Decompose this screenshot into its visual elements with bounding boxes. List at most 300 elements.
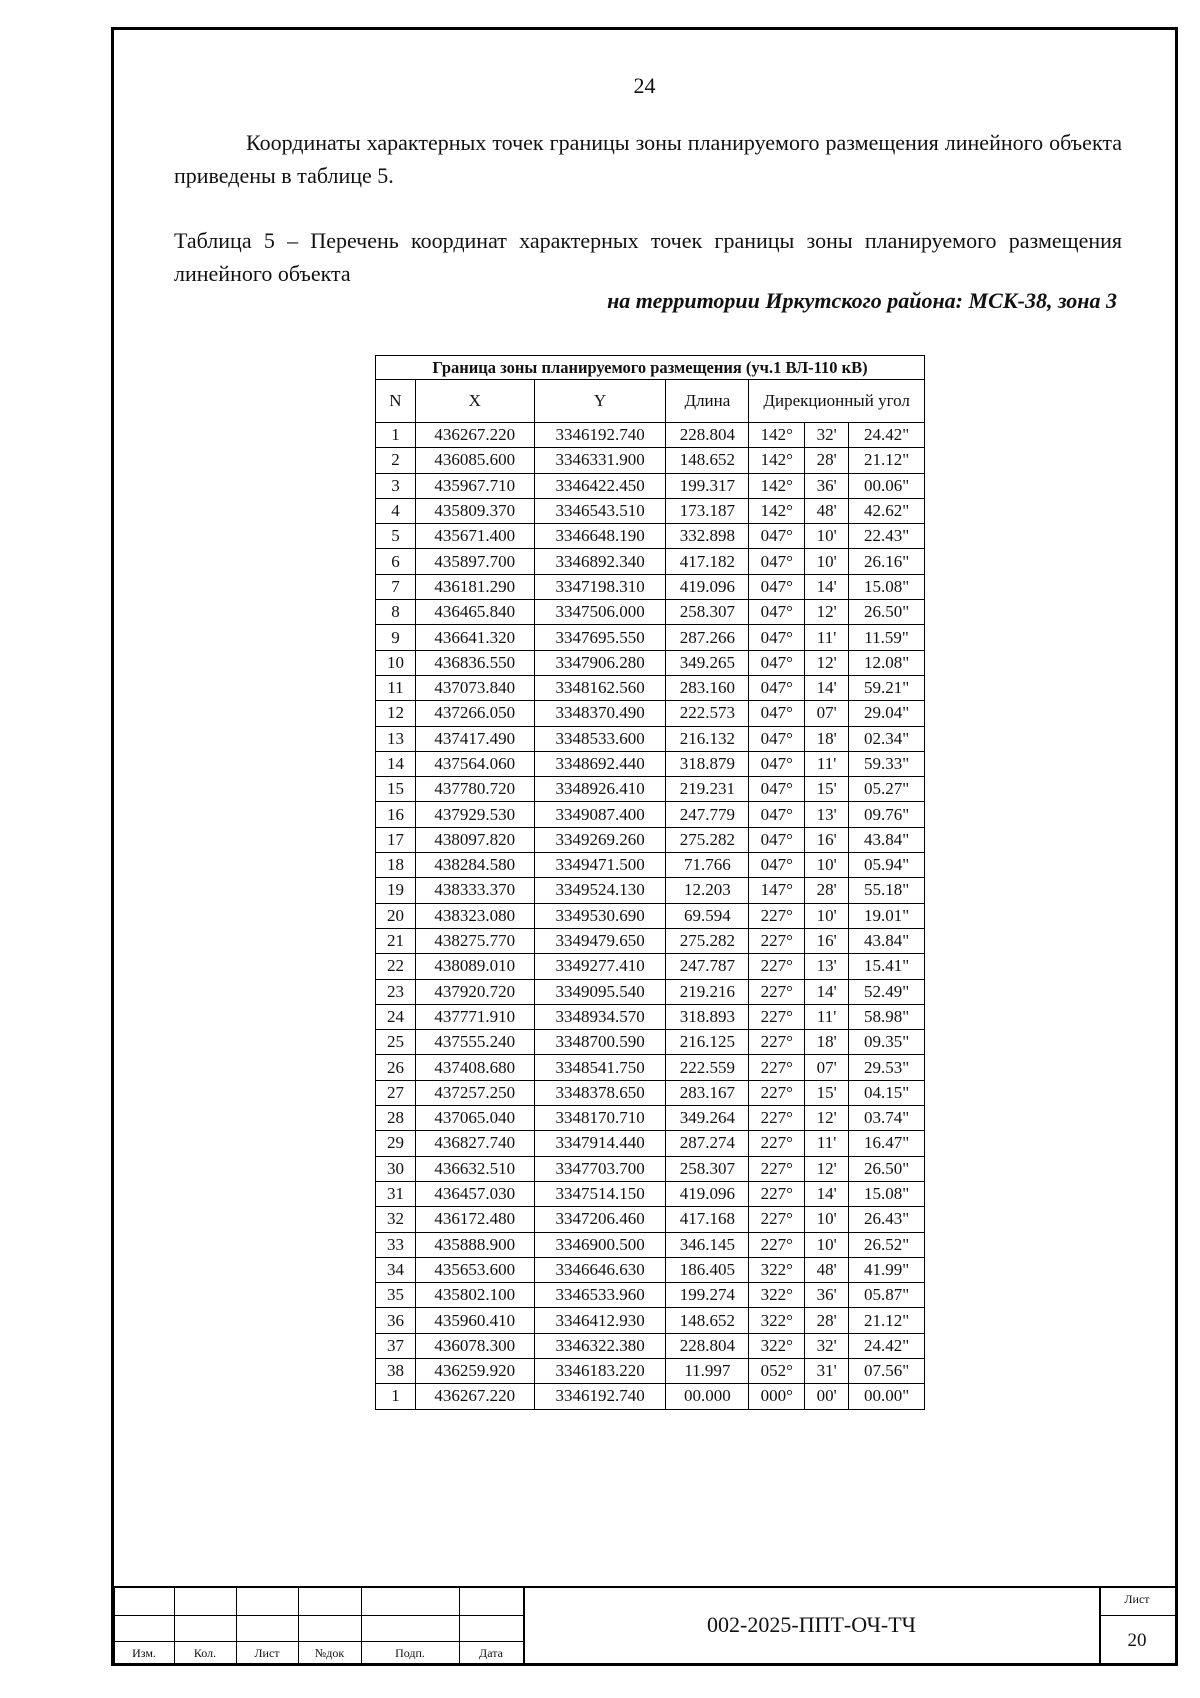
- angle-seconds: 12.08": [849, 650, 925, 675]
- x-coordinate: 437257.250: [415, 1080, 534, 1105]
- angle-minutes: 31': [805, 1358, 849, 1383]
- angle-seconds: 26.43": [849, 1207, 925, 1232]
- angle-minutes: 32': [805, 423, 849, 448]
- angle-minutes: 18': [805, 1030, 849, 1055]
- column-header-n: N: [376, 380, 416, 423]
- table-row: [376, 1106, 925, 1131]
- y-coordinate: 3349095.540: [534, 979, 666, 1004]
- angle-seconds: 43.84": [849, 827, 925, 852]
- x-coordinate: 435897.700: [415, 549, 534, 574]
- length: 228.804: [666, 423, 749, 448]
- x-coordinate: 437073.840: [415, 675, 534, 700]
- y-coordinate: 3348692.440: [534, 751, 666, 776]
- length: 173.187: [666, 498, 749, 523]
- angle-minutes: 10': [805, 1232, 849, 1257]
- angle-seconds: 16.47": [849, 1131, 925, 1156]
- point-number: 18: [376, 853, 416, 878]
- x-coordinate: 436457.030: [415, 1181, 534, 1206]
- angle-seconds: 26.16": [849, 549, 925, 574]
- angle-seconds: 29.04": [849, 701, 925, 726]
- table-row: [376, 701, 925, 726]
- angle-degrees: 227°: [749, 1004, 805, 1029]
- length: 199.274: [666, 1283, 749, 1308]
- length: 222.573: [666, 701, 749, 726]
- table-row: [376, 524, 925, 549]
- column-header-y: Y: [534, 380, 666, 423]
- point-number: 25: [376, 1030, 416, 1055]
- table-row: [376, 549, 925, 574]
- angle-seconds: 07.56": [849, 1358, 925, 1383]
- length: 216.125: [666, 1030, 749, 1055]
- angle-degrees: 227°: [749, 1232, 805, 1257]
- length: 287.266: [666, 625, 749, 650]
- x-coordinate: 438333.370: [415, 878, 534, 903]
- angle-degrees: 047°: [749, 524, 805, 549]
- point-number: 7: [376, 574, 416, 599]
- angle-seconds: 26.50": [849, 1156, 925, 1181]
- table-row: [376, 1156, 925, 1181]
- table-row: [376, 675, 925, 700]
- table-row: [376, 827, 925, 852]
- angle-seconds: 52.49": [849, 979, 925, 1004]
- angle-degrees: 227°: [749, 954, 805, 979]
- angle-minutes: 07': [805, 701, 849, 726]
- length: 283.167: [666, 1080, 749, 1105]
- point-number: 31: [376, 1181, 416, 1206]
- y-coordinate: 3347506.000: [534, 600, 666, 625]
- point-number: 23: [376, 979, 416, 1004]
- angle-seconds: 55.18": [849, 878, 925, 903]
- y-coordinate: 3346192.740: [534, 423, 666, 448]
- angle-seconds: 04.15": [849, 1080, 925, 1105]
- angle-degrees: 227°: [749, 1131, 805, 1156]
- x-coordinate: 438275.770: [415, 928, 534, 953]
- table-row: [376, 1030, 925, 1055]
- point-number: 6: [376, 549, 416, 574]
- angle-degrees: 047°: [749, 650, 805, 675]
- angle-seconds: 43.84": [849, 928, 925, 953]
- angle-degrees: 142°: [749, 498, 805, 523]
- x-coordinate: 436181.290: [415, 574, 534, 599]
- y-coordinate: 3348926.410: [534, 777, 666, 802]
- x-coordinate: 437065.040: [415, 1106, 534, 1131]
- y-coordinate: 3349479.650: [534, 928, 666, 953]
- angle-seconds: 02.34": [849, 726, 925, 751]
- point-number: 28: [376, 1106, 416, 1131]
- point-number: 9: [376, 625, 416, 650]
- x-coordinate: 436267.220: [415, 1384, 534, 1409]
- angle-seconds: 26.50": [849, 600, 925, 625]
- length: 71.766: [666, 853, 749, 878]
- point-number: 12: [376, 701, 416, 726]
- x-coordinate: 437408.680: [415, 1055, 534, 1080]
- angle-degrees: 047°: [749, 827, 805, 852]
- angle-minutes: 07': [805, 1055, 849, 1080]
- x-coordinate: 438097.820: [415, 827, 534, 852]
- coordinates-table: [375, 355, 925, 1410]
- length: 346.145: [666, 1232, 749, 1257]
- angle-degrees: 052°: [749, 1358, 805, 1383]
- document-code: 002-2025-ППТ-ОЧ-ТЧ: [707, 1612, 916, 1637]
- point-number: 5: [376, 524, 416, 549]
- length: 258.307: [666, 600, 749, 625]
- length: 419.096: [666, 574, 749, 599]
- angle-minutes: 11': [805, 751, 849, 776]
- table-row: [376, 1257, 925, 1282]
- angle-minutes: 10': [805, 903, 849, 928]
- angle-seconds: 59.21": [849, 675, 925, 700]
- x-coordinate: 436085.600: [415, 448, 534, 473]
- title-block: [114, 1586, 1175, 1665]
- angle-degrees: 047°: [749, 726, 805, 751]
- point-number: 35: [376, 1283, 416, 1308]
- angle-degrees: 047°: [749, 675, 805, 700]
- angle-seconds: 24.42": [849, 1333, 925, 1358]
- length: 349.265: [666, 650, 749, 675]
- table-row: [376, 726, 925, 751]
- angle-degrees: 047°: [749, 853, 805, 878]
- table-row: [376, 802, 925, 827]
- angle-degrees: 142°: [749, 423, 805, 448]
- angle-degrees: 227°: [749, 1080, 805, 1105]
- x-coordinate: 436827.740: [415, 1131, 534, 1156]
- angle-seconds: 29.53": [849, 1055, 925, 1080]
- angle-degrees: 227°: [749, 1106, 805, 1131]
- angle-seconds: 19.01": [849, 903, 925, 928]
- point-number: 19: [376, 878, 416, 903]
- stamp-label-quantity: Кол.: [193, 1646, 217, 1660]
- point-number: 24: [376, 1004, 416, 1029]
- angle-seconds: 00.00": [849, 1384, 925, 1409]
- x-coordinate: 436259.920: [415, 1358, 534, 1383]
- intro-paragraph: Координаты характерных точек границы зоны планируемого размещения линейного объекта приведены в таблице 5.: [174, 130, 1122, 188]
- angle-minutes: 48': [805, 1257, 849, 1282]
- table-row: [376, 498, 925, 523]
- x-coordinate: 438284.580: [415, 853, 534, 878]
- table-row: [376, 625, 925, 650]
- angle-degrees: 322°: [749, 1283, 805, 1308]
- angle-minutes: 11': [805, 1004, 849, 1029]
- length: 417.168: [666, 1207, 749, 1232]
- angle-minutes: 15': [805, 777, 849, 802]
- x-coordinate: 437555.240: [415, 1030, 534, 1055]
- angle-minutes: 14': [805, 1181, 849, 1206]
- y-coordinate: 3348934.570: [534, 1004, 666, 1029]
- sheet-number: 20: [1127, 1630, 1147, 1651]
- angle-minutes: 11': [805, 1131, 849, 1156]
- angle-degrees: 227°: [749, 979, 805, 1004]
- point-number: 10: [376, 650, 416, 675]
- length: 283.160: [666, 675, 749, 700]
- angle-minutes: 00': [805, 1384, 849, 1409]
- length: 148.652: [666, 448, 749, 473]
- x-coordinate: 437929.530: [415, 802, 534, 827]
- length: 11.997: [666, 1358, 749, 1383]
- y-coordinate: 3349471.500: [534, 853, 666, 878]
- length: 318.879: [666, 751, 749, 776]
- x-coordinate: 438089.010: [415, 954, 534, 979]
- x-coordinate: 437780.720: [415, 777, 534, 802]
- y-coordinate: 3346900.500: [534, 1232, 666, 1257]
- angle-minutes: 28': [805, 448, 849, 473]
- x-coordinate: 436078.300: [415, 1333, 534, 1358]
- point-number: 3: [376, 473, 416, 498]
- x-coordinate: 436172.480: [415, 1207, 534, 1232]
- point-number: 27: [376, 1080, 416, 1105]
- x-coordinate: 435809.370: [415, 498, 534, 523]
- angle-minutes: 12': [805, 1156, 849, 1181]
- angle-minutes: 16': [805, 928, 849, 953]
- angle-minutes: 14': [805, 574, 849, 599]
- y-coordinate: 3348162.560: [534, 675, 666, 700]
- angle-seconds: 15.08": [849, 1181, 925, 1206]
- x-coordinate: 436632.510: [415, 1156, 534, 1181]
- point-number: 14: [376, 751, 416, 776]
- angle-degrees: 142°: [749, 448, 805, 473]
- length: 148.652: [666, 1308, 749, 1333]
- angle-degrees: 047°: [749, 701, 805, 726]
- angle-minutes: 14': [805, 979, 849, 1004]
- point-number: 16: [376, 802, 416, 827]
- angle-seconds: 59.33": [849, 751, 925, 776]
- x-coordinate: 437771.910: [415, 1004, 534, 1029]
- table-row: [376, 1308, 925, 1333]
- table-row: [376, 1055, 925, 1080]
- length: 419.096: [666, 1181, 749, 1206]
- length: 287.274: [666, 1131, 749, 1156]
- angle-seconds: 11.59": [849, 625, 925, 650]
- angle-minutes: 28': [805, 1308, 849, 1333]
- point-number: 32: [376, 1207, 416, 1232]
- angle-minutes: 18': [805, 726, 849, 751]
- point-number: 2: [376, 448, 416, 473]
- angle-seconds: 03.74": [849, 1106, 925, 1131]
- angle-minutes: 10': [805, 549, 849, 574]
- table-row: [376, 1080, 925, 1105]
- angle-seconds: 00.06": [849, 473, 925, 498]
- x-coordinate: 436267.220: [415, 423, 534, 448]
- length: 258.307: [666, 1156, 749, 1181]
- point-number: 20: [376, 903, 416, 928]
- y-coordinate: 3347198.310: [534, 574, 666, 599]
- angle-minutes: 13': [805, 954, 849, 979]
- angle-seconds: 15.08": [849, 574, 925, 599]
- y-coordinate: 3346422.450: [534, 473, 666, 498]
- length: 186.405: [666, 1257, 749, 1282]
- angle-minutes: 10': [805, 1207, 849, 1232]
- angle-degrees: 047°: [749, 549, 805, 574]
- table-row: [376, 954, 925, 979]
- y-coordinate: 3347914.440: [534, 1131, 666, 1156]
- table-row: [376, 1131, 925, 1156]
- point-number: 26: [376, 1055, 416, 1080]
- point-number: 21: [376, 928, 416, 953]
- x-coordinate: 437266.050: [415, 701, 534, 726]
- x-coordinate: 435802.100: [415, 1283, 534, 1308]
- table-subcaption: на территории Иркутского района: МСК-38, зона 3: [607, 288, 1117, 313]
- x-coordinate: 435653.600: [415, 1257, 534, 1282]
- point-number: 11: [376, 675, 416, 700]
- angle-minutes: 11': [805, 625, 849, 650]
- length: 12.203: [666, 878, 749, 903]
- angle-seconds: 24.42": [849, 423, 925, 448]
- angle-minutes: 12': [805, 1106, 849, 1131]
- point-number: 33: [376, 1232, 416, 1257]
- angle-degrees: 322°: [749, 1308, 805, 1333]
- point-number: 36: [376, 1308, 416, 1333]
- x-coordinate: 435888.900: [415, 1232, 534, 1257]
- y-coordinate: 3346322.380: [534, 1333, 666, 1358]
- table-row: [376, 928, 925, 953]
- y-coordinate: 3347206.460: [534, 1207, 666, 1232]
- x-coordinate: 435967.710: [415, 473, 534, 498]
- y-coordinate: 3349530.690: [534, 903, 666, 928]
- point-number: 34: [376, 1257, 416, 1282]
- length: 69.594: [666, 903, 749, 928]
- length: 247.779: [666, 802, 749, 827]
- angle-degrees: 227°: [749, 928, 805, 953]
- angle-degrees: 047°: [749, 600, 805, 625]
- length: 00.000: [666, 1384, 749, 1409]
- angle-degrees: 227°: [749, 903, 805, 928]
- angle-degrees: 047°: [749, 574, 805, 599]
- table-row: [376, 853, 925, 878]
- table-row: [376, 473, 925, 498]
- y-coordinate: 3346646.630: [534, 1257, 666, 1282]
- y-coordinate: 3348533.600: [534, 726, 666, 751]
- angle-minutes: 10': [805, 853, 849, 878]
- y-coordinate: 3346543.510: [534, 498, 666, 523]
- table-row: [376, 1333, 925, 1358]
- angle-seconds: 21.12": [849, 448, 925, 473]
- x-coordinate: 438323.080: [415, 903, 534, 928]
- y-coordinate: 3348378.650: [534, 1080, 666, 1105]
- table-row: [376, 878, 925, 903]
- angle-seconds: 05.27": [849, 777, 925, 802]
- y-coordinate: 3348541.750: [534, 1055, 666, 1080]
- stamp-label-doc-number: №док: [314, 1646, 345, 1660]
- stamp-label-change: Изм.: [132, 1646, 156, 1660]
- x-coordinate: 436465.840: [415, 600, 534, 625]
- page-frame: [111, 27, 1178, 1666]
- table-row: [376, 777, 925, 802]
- y-coordinate: 3346412.930: [534, 1308, 666, 1333]
- angle-degrees: 227°: [749, 1030, 805, 1055]
- angle-degrees: 227°: [749, 1181, 805, 1206]
- angle-seconds: 58.98": [849, 1004, 925, 1029]
- angle-degrees: 142°: [749, 473, 805, 498]
- length: 199.317: [666, 473, 749, 498]
- y-coordinate: 3349269.260: [534, 827, 666, 852]
- point-number: 8: [376, 600, 416, 625]
- angle-seconds: 05.94": [849, 853, 925, 878]
- x-coordinate: 437920.720: [415, 979, 534, 1004]
- angle-seconds: 41.99": [849, 1257, 925, 1282]
- x-coordinate: 437417.490: [415, 726, 534, 751]
- angle-minutes: 14': [805, 675, 849, 700]
- table-row: [376, 1283, 925, 1308]
- point-number: 4: [376, 498, 416, 523]
- angle-minutes: 32': [805, 1333, 849, 1358]
- point-number: 37: [376, 1333, 416, 1358]
- angle-degrees: 047°: [749, 751, 805, 776]
- length: 222.559: [666, 1055, 749, 1080]
- y-coordinate: 3346648.190: [534, 524, 666, 549]
- length: 275.282: [666, 827, 749, 852]
- y-coordinate: 3347703.700: [534, 1156, 666, 1181]
- length: 219.216: [666, 979, 749, 1004]
- length: 318.893: [666, 1004, 749, 1029]
- angle-seconds: 09.76": [849, 802, 925, 827]
- table-row: [376, 1384, 925, 1409]
- table-row: [376, 1004, 925, 1029]
- angle-minutes: 48': [805, 498, 849, 523]
- length: 332.898: [666, 524, 749, 549]
- angle-degrees: 227°: [749, 1055, 805, 1080]
- length: 349.264: [666, 1106, 749, 1131]
- point-number: 13: [376, 726, 416, 751]
- y-coordinate: 3347514.150: [534, 1181, 666, 1206]
- y-coordinate: 3346183.220: [534, 1358, 666, 1383]
- length: 216.132: [666, 726, 749, 751]
- x-coordinate: 436836.550: [415, 650, 534, 675]
- angle-minutes: 10': [805, 524, 849, 549]
- column-header-angle: Дирекционный угол: [749, 380, 925, 423]
- angle-seconds: 42.62": [849, 498, 925, 523]
- length: 219.231: [666, 777, 749, 802]
- y-coordinate: 3346192.740: [534, 1384, 666, 1409]
- angle-degrees: 047°: [749, 802, 805, 827]
- stamp-label-signature: Подп.: [395, 1646, 425, 1660]
- table-row: [376, 1232, 925, 1257]
- angle-degrees: 322°: [749, 1257, 805, 1282]
- table-row: [376, 979, 925, 1004]
- x-coordinate: 435671.400: [415, 524, 534, 549]
- y-coordinate: 3348170.710: [534, 1106, 666, 1131]
- point-number: 38: [376, 1358, 416, 1383]
- length: 247.787: [666, 954, 749, 979]
- angle-degrees: 227°: [749, 1207, 805, 1232]
- table-title: Граница зоны планируемого размещения (уч.1 ВЛ-110 кВ): [376, 356, 925, 380]
- y-coordinate: 3346533.960: [534, 1283, 666, 1308]
- sheet-label: Лист: [1124, 1592, 1150, 1606]
- page-number: 24: [633, 73, 656, 98]
- point-number: 1: [376, 423, 416, 448]
- length: 275.282: [666, 928, 749, 953]
- table-caption: Таблица 5 – Перечень координат характерных точек границы зоны планируемого размещения линейного объекта: [174, 228, 1122, 286]
- point-number: 1: [376, 1384, 416, 1409]
- angle-degrees: 047°: [749, 777, 805, 802]
- angle-seconds: 22.43": [849, 524, 925, 549]
- angle-degrees: 000°: [749, 1384, 805, 1409]
- stamp-label-date: Дата: [479, 1646, 503, 1660]
- angle-minutes: 36': [805, 1283, 849, 1308]
- stamp-label-sheet: Лист: [254, 1646, 280, 1660]
- angle-minutes: 15': [805, 1080, 849, 1105]
- angle-minutes: 16': [805, 827, 849, 852]
- angle-degrees: 322°: [749, 1333, 805, 1358]
- angle-degrees: 147°: [749, 878, 805, 903]
- angle-degrees: 047°: [749, 625, 805, 650]
- x-coordinate: 435960.410: [415, 1308, 534, 1333]
- table-row: [376, 1207, 925, 1232]
- angle-minutes: 12': [805, 600, 849, 625]
- point-number: 17: [376, 827, 416, 852]
- table-row: [376, 650, 925, 675]
- y-coordinate: 3346892.340: [534, 549, 666, 574]
- table-row: [376, 600, 925, 625]
- point-number: 22: [376, 954, 416, 979]
